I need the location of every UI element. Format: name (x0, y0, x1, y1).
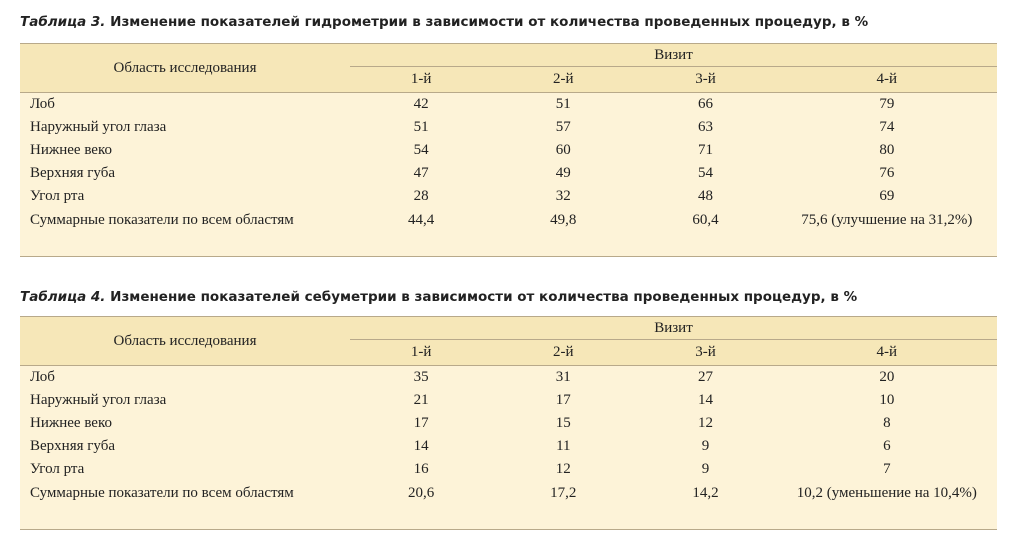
cell: 14 (413, 438, 429, 454)
cell: 57 (555, 119, 571, 135)
table-row (20, 116, 997, 139)
cell: 12 (555, 461, 571, 477)
table4-caption-text: Изменение показателей себуметрии в зависимости от количества проведенных процедур, в % (110, 289, 858, 305)
cell: 9 (701, 461, 710, 477)
cell: 80 (879, 142, 895, 158)
visit-col-2: 2-й (553, 71, 574, 87)
visit-header: Визит (350, 317, 997, 340)
cell: 28 (413, 188, 429, 204)
table4-caption-prefix: Таблица 4. (20, 289, 106, 305)
cell: 79 (879, 96, 895, 112)
cell: 51 (555, 96, 571, 112)
cell: 31 (555, 369, 571, 385)
table-row (20, 366, 997, 389)
cell: 17 (413, 415, 429, 431)
row-label: Верхняя губа (30, 438, 115, 454)
cell: 75,6 (улучшение на 31,2%) (801, 212, 973, 228)
cell: 76 (879, 165, 895, 181)
table-row-summary (20, 481, 997, 529)
cell: 12 (698, 415, 713, 431)
cell: 32 (555, 188, 571, 204)
cell: 60 (555, 142, 571, 158)
cell: 49,8 (550, 212, 577, 228)
cell: 10 (879, 392, 895, 408)
table-row-summary (20, 208, 997, 256)
visit-col-2: 2-й (553, 344, 574, 360)
cell: 21 (413, 392, 429, 408)
row-label: Суммарные показатели по всем областям (30, 212, 294, 228)
visit-col-3: 3-й (695, 71, 716, 87)
cell: 63 (698, 119, 713, 135)
table-row (20, 458, 997, 481)
row-label: Нижнее веко (30, 415, 112, 431)
cell: 47 (413, 165, 429, 181)
row-label: Лоб (30, 369, 55, 385)
cell: 14,2 (692, 485, 719, 501)
cell: 44,4 (407, 212, 435, 228)
table3-header (20, 44, 997, 92)
table4 (20, 316, 997, 530)
cell: 9 (701, 438, 710, 454)
visit-header: Визит (350, 44, 997, 67)
table3-caption-prefix: Таблица 3. (20, 14, 106, 30)
cell: 8 (883, 415, 891, 431)
cell: 71 (698, 142, 713, 158)
cell: 27 (698, 369, 713, 385)
cell: 17,2 (550, 485, 577, 501)
cell: 35 (413, 369, 429, 385)
row-label: Наружный угол глаза (30, 392, 167, 408)
cell: 69 (879, 188, 895, 204)
cell: 66 (698, 96, 713, 112)
row-label: Лоб (30, 96, 55, 112)
table3 (20, 43, 997, 257)
cell: 54 (698, 165, 713, 181)
visit-columns (350, 340, 997, 365)
area-header: Область исследования (113, 332, 257, 349)
row-label: Суммарные показатели по всем областям (30, 485, 294, 501)
visit-col-1: 1-й (410, 344, 432, 360)
table-row (20, 162, 997, 185)
table-row (20, 93, 997, 116)
visit-col-1: 1-й (410, 71, 432, 87)
cell: 60,4 (692, 212, 719, 228)
cell: 16 (413, 461, 429, 477)
row-label: Угол рта (30, 461, 85, 477)
cell: 42 (413, 96, 429, 112)
cell: 48 (698, 188, 713, 204)
cell: 20,6 (407, 485, 435, 501)
cell: 11 (556, 438, 571, 454)
table4-header (20, 317, 997, 365)
row-label: Наружный угол глаза (30, 119, 167, 135)
row-label: Угол рта (30, 188, 85, 204)
cell: 10,2 (уменьшение на 10,4%) (796, 485, 977, 501)
table4-caption (20, 289, 857, 305)
cell: 7 (883, 461, 891, 477)
visit-col-3: 3-й (695, 344, 716, 360)
cell: 17 (555, 392, 571, 408)
cell: 51 (413, 119, 429, 135)
cell: 54 (413, 142, 429, 158)
cell: 49 (555, 165, 571, 181)
cell: 14 (698, 392, 713, 408)
cell: 6 (883, 438, 891, 454)
row-label: Нижнее веко (30, 142, 112, 158)
row-label: Верхняя губа (30, 165, 115, 181)
cell: 74 (879, 119, 895, 135)
table-row (20, 139, 997, 162)
visit-columns (350, 67, 997, 92)
table3-caption (20, 14, 868, 30)
cell: 20 (879, 369, 895, 385)
cell: 15 (555, 415, 571, 431)
visit-col-4: 4-й (876, 71, 898, 87)
table-row (20, 435, 997, 458)
visit-col-4: 4-й (876, 344, 898, 360)
table3-caption-text: Изменение показателей гидрометрии в зависимости от количества проведенных процедур, в % (110, 14, 869, 30)
table-row (20, 185, 997, 208)
area-header: Область исследования (113, 59, 257, 76)
table-row (20, 389, 997, 412)
table-row (20, 412, 997, 435)
